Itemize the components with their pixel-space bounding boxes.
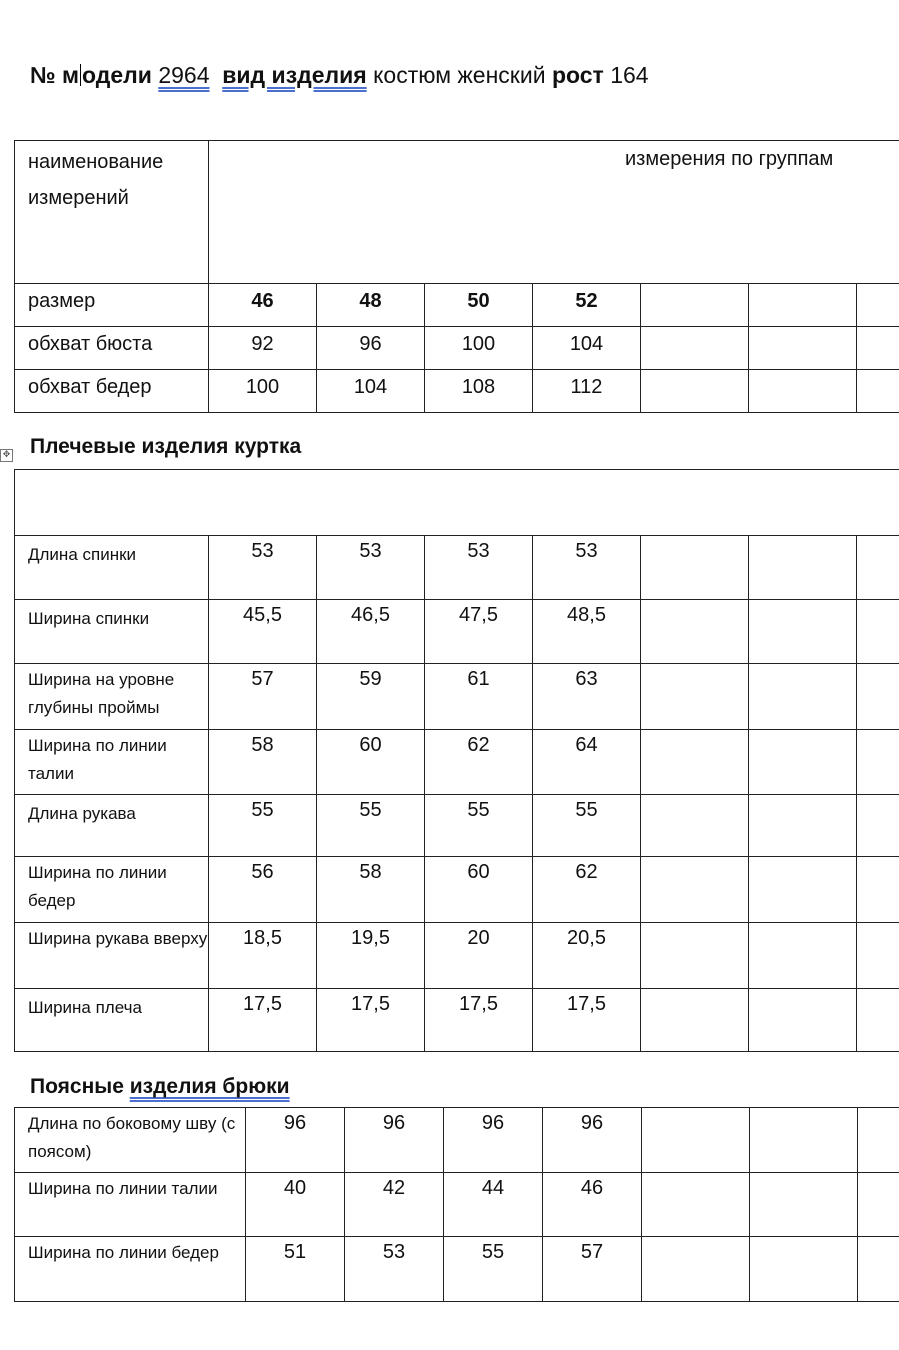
value-cell [749,327,857,370]
value-cell: 100 [425,327,533,370]
row-label: Ширина рукава вверху [15,923,209,989]
value-cell [749,536,857,600]
size-cell [749,284,857,327]
height-value: 164 [610,62,649,88]
model-number-value: 2964 [158,62,210,88]
row-label: Ширина по линии бедер [15,857,209,923]
value-cell: 17,5 [209,989,317,1052]
pants-section-title: Поясные изделия брюки [30,1075,290,1098]
value-cell: 46 [543,1173,642,1237]
row-label: Ширина плеча [15,989,209,1052]
document-title [30,62,649,89]
size-cell: 48 [317,284,425,327]
value-cell [857,857,899,923]
table-move-handle-icon[interactable]: ✥ [0,449,13,462]
table-row [15,536,899,600]
row-label: размер [15,284,209,327]
value-cell [641,923,749,989]
row-label: Длина рукава [15,795,209,857]
value-cell: 61 [425,664,533,730]
table-row [15,600,899,664]
value-cell: 17,5 [533,989,641,1052]
value-cell: 55 [425,795,533,857]
jacket-header-row [15,470,899,536]
table-row [15,327,899,370]
value-cell: 62 [425,730,533,795]
row-label: Ширина по линии бедер [15,1237,246,1302]
value-cell: 20,5 [533,923,641,989]
row-label: Длина спинки [15,536,209,600]
product-type-value: костюм женский [373,62,546,88]
value-cell [641,730,749,795]
value-cell [857,730,899,795]
row-label: Ширина спинки [15,600,209,664]
table-row [15,730,899,795]
value-cell [857,600,899,664]
table-row [15,664,899,730]
value-cell: 53 [317,536,425,600]
value-cell: 58 [209,730,317,795]
value-cell [642,1108,750,1173]
model-number-label: № м одели [30,62,152,88]
value-cell: 96 [317,327,425,370]
table-row [15,923,899,989]
row-label: обхват бедер [15,370,209,413]
measurement-name-header: наименование измерений [15,141,209,284]
table-row [15,1108,899,1173]
row-label: обхват бюста [15,327,209,370]
value-cell: 104 [533,327,641,370]
value-cell: 104 [317,370,425,413]
value-cell: 20 [425,923,533,989]
value-cell [857,989,899,1052]
table-row [15,370,899,413]
value-cell [749,600,857,664]
value-cell [750,1173,858,1237]
value-cell [641,989,749,1052]
value-cell [641,327,749,370]
value-cell [749,730,857,795]
value-cell [750,1108,858,1173]
value-cell [749,370,857,413]
value-cell: 100 [209,370,317,413]
value-cell: 19,5 [317,923,425,989]
product-type-label: вид изделия [222,62,367,88]
value-cell [749,795,857,857]
table-row [15,857,899,923]
table-row [15,1173,899,1237]
value-cell: 59 [317,664,425,730]
value-cell: 57 [543,1237,642,1302]
value-cell [750,1237,858,1302]
value-cell [641,600,749,664]
value-cell: 40 [246,1173,345,1237]
value-cell: 53 [209,536,317,600]
value-cell: 57 [209,664,317,730]
value-cell: 17,5 [425,989,533,1052]
row-label: Ширина на уровне глубины проймы [15,664,209,730]
value-cell: 55 [317,795,425,857]
value-cell: 47,5 [425,600,533,664]
pants-table [14,1107,899,1302]
table-row [15,284,899,327]
size-cell: 52 [533,284,641,327]
table-row [15,1237,899,1302]
value-cell [641,664,749,730]
size-cell: 46 [209,284,317,327]
value-cell: 48,5 [533,600,641,664]
value-cell [857,536,899,600]
value-cell: 62 [533,857,641,923]
measurement-groups-header: измерения по группам [209,141,899,284]
value-cell [749,857,857,923]
value-cell [641,857,749,923]
value-cell: 92 [209,327,317,370]
value-cell [857,795,899,857]
height-label: рост [551,62,604,88]
value-cell [857,327,899,370]
value-cell: 46,5 [317,600,425,664]
value-cell: 56 [209,857,317,923]
value-cell: 55 [209,795,317,857]
value-cell: 55 [533,795,641,857]
size-cell: 50 [425,284,533,327]
value-cell: 51 [246,1237,345,1302]
size-cell [641,284,749,327]
value-cell [749,989,857,1052]
value-cell [858,1173,899,1237]
value-cell [749,664,857,730]
value-cell: 53 [425,536,533,600]
value-cell: 112 [533,370,641,413]
value-cell: 58 [317,857,425,923]
value-cell: 96 [246,1108,345,1173]
value-cell [641,536,749,600]
value-cell [642,1173,750,1237]
value-cell: 45,5 [209,600,317,664]
row-label: Ширина по линии талии [15,1173,246,1237]
value-cell: 96 [444,1108,543,1173]
value-cell [858,1237,899,1302]
row-label: Ширина по линии талии [15,730,209,795]
value-cell: 42 [345,1173,444,1237]
value-cell [641,370,749,413]
text-cursor [80,64,81,86]
row-label: Длина по боковому шву (с поясом) [15,1108,246,1173]
value-cell: 96 [543,1108,642,1173]
value-cell: 17,5 [317,989,425,1052]
value-cell: 63 [533,664,641,730]
value-cell: 53 [345,1237,444,1302]
value-cell [749,923,857,989]
value-cell: 55 [444,1237,543,1302]
value-cell: 108 [425,370,533,413]
value-cell: 53 [533,536,641,600]
value-cell [857,923,899,989]
value-cell: 18,5 [209,923,317,989]
size-table [14,140,899,413]
value-cell: 44 [444,1173,543,1237]
value-cell [641,795,749,857]
jacket-section-title: Плечевые изделия куртка [30,435,302,458]
value-cell: 60 [317,730,425,795]
value-cell [857,370,899,413]
value-cell [857,664,899,730]
value-cell: 96 [345,1108,444,1173]
table-row [15,989,899,1052]
value-cell [858,1108,899,1173]
size-cell [857,284,899,327]
value-cell: 64 [533,730,641,795]
value-cell: 60 [425,857,533,923]
table-row [15,795,899,857]
jacket-table [14,469,899,1052]
value-cell [642,1237,750,1302]
